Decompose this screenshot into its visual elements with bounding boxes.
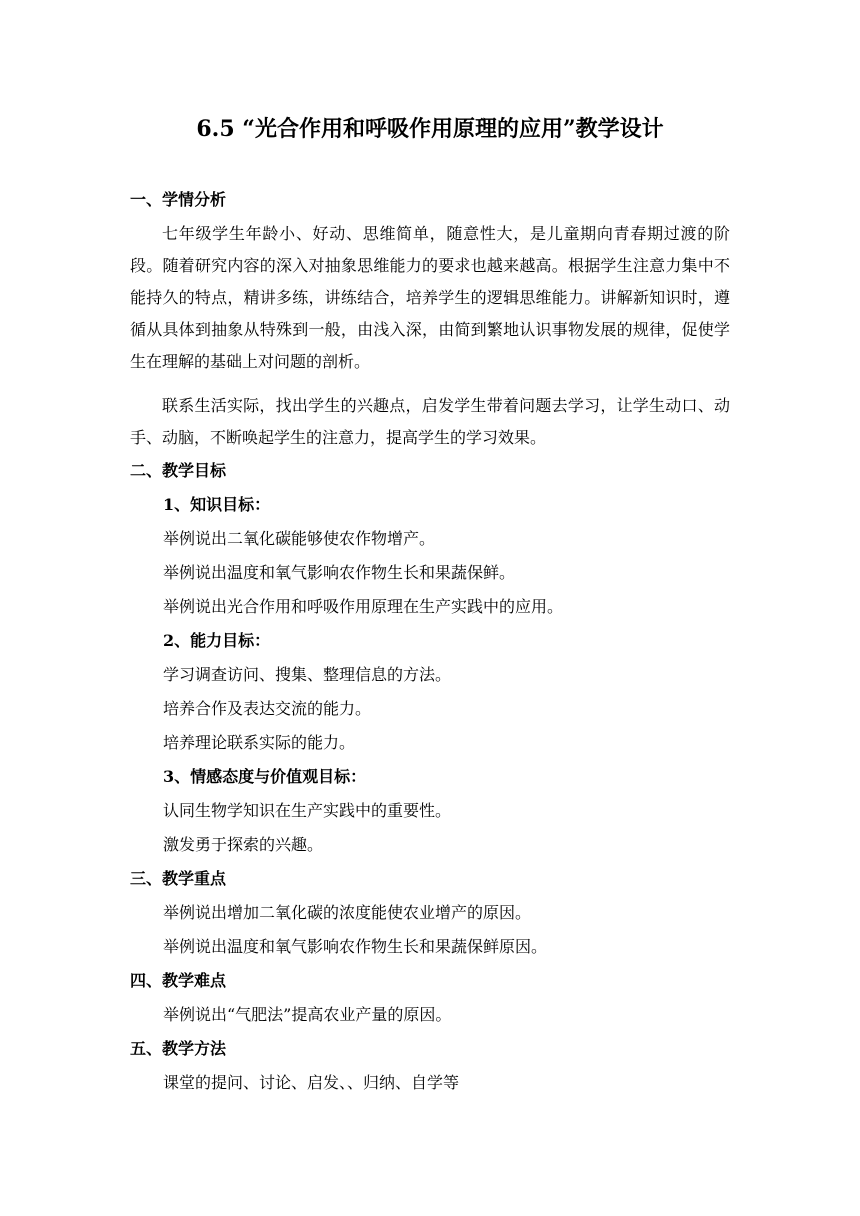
knowledge-goal-item: 举例说出温度和氧气影响农作物生长和果蔬保鲜。 [163,563,516,582]
ability-goal-item: 培养合作及表达交流的能力。 [163,699,372,718]
ability-goal-item: 学习调查访问、搜集、整理信息的方法。 [163,665,452,684]
paragraph-life-connection: 联系生活实际，找出学生的兴趣点，启发学生带着问题去学习，让学生动口、动手、动脑，不断唤起学生的注意力，提高学生的学习效果。 [130,396,730,447]
key-point-item: 举例说出温度和氧气影响农作物生长和果蔬保鲜原因。 [163,937,548,956]
section-heading-methods: 五、教学方法 [130,1039,227,1058]
method-item: 课堂的提问、讨论、启发、、归纳、自学等 [163,1073,460,1092]
difficulty-item: 举例说出“气肥法”提高农业产量的原因。 [163,1005,452,1024]
knowledge-goal-item: 举例说出二氧化碳能够使农作物增产。 [163,529,436,548]
attitude-goal-item: 激发勇于探索的兴趣。 [163,835,324,854]
subheading-ability-goals: 2、能力目标： [163,631,271,650]
subheading-knowledge-goals: 1、知识目标： [163,495,271,514]
section-heading-teaching-goals: 二、教学目标 [130,461,227,480]
ability-goal-item: 培养理论联系实际的能力。 [163,733,356,752]
section-heading-difficulties: 四、教学难点 [130,971,227,990]
section-heading-key-points: 三、教学重点 [130,869,227,888]
section-heading-learner-analysis: 一、学情分析 [130,190,227,209]
paragraph-learner-analysis: 七年级学生年龄小、好动、思维简单，随意性大，是儿童期向青春期过渡的阶段。随着研究内容的深入对抽象思维能力的要求也越来越高。根据学生注意力集中不能持久的特点，精讲多练，讲练结合，培养学生的逻辑思维能力。讲解新知识时，遵循从具体到抽象从特殊到一般，由浅入深，由简到繁地认识事物发展的规律，促使学生在理解的基础上对问题的剖析。 [130,224,730,371]
key-point-item: 举例说出增加二氧化碳的浓度能使农业增产的原因。 [163,903,532,922]
attitude-goal-item: 认同生物学知识在生产实践中的重要性。 [163,801,452,820]
document-title: 6.5 “光合作用和呼吸作用原理的应用”教学设计 [196,116,664,142]
subheading-attitude-goals: 3、情感态度与价值观目标： [163,767,367,786]
knowledge-goal-item: 举例说出光合作用和呼吸作用原理在生产实践中的应用。 [163,597,564,616]
